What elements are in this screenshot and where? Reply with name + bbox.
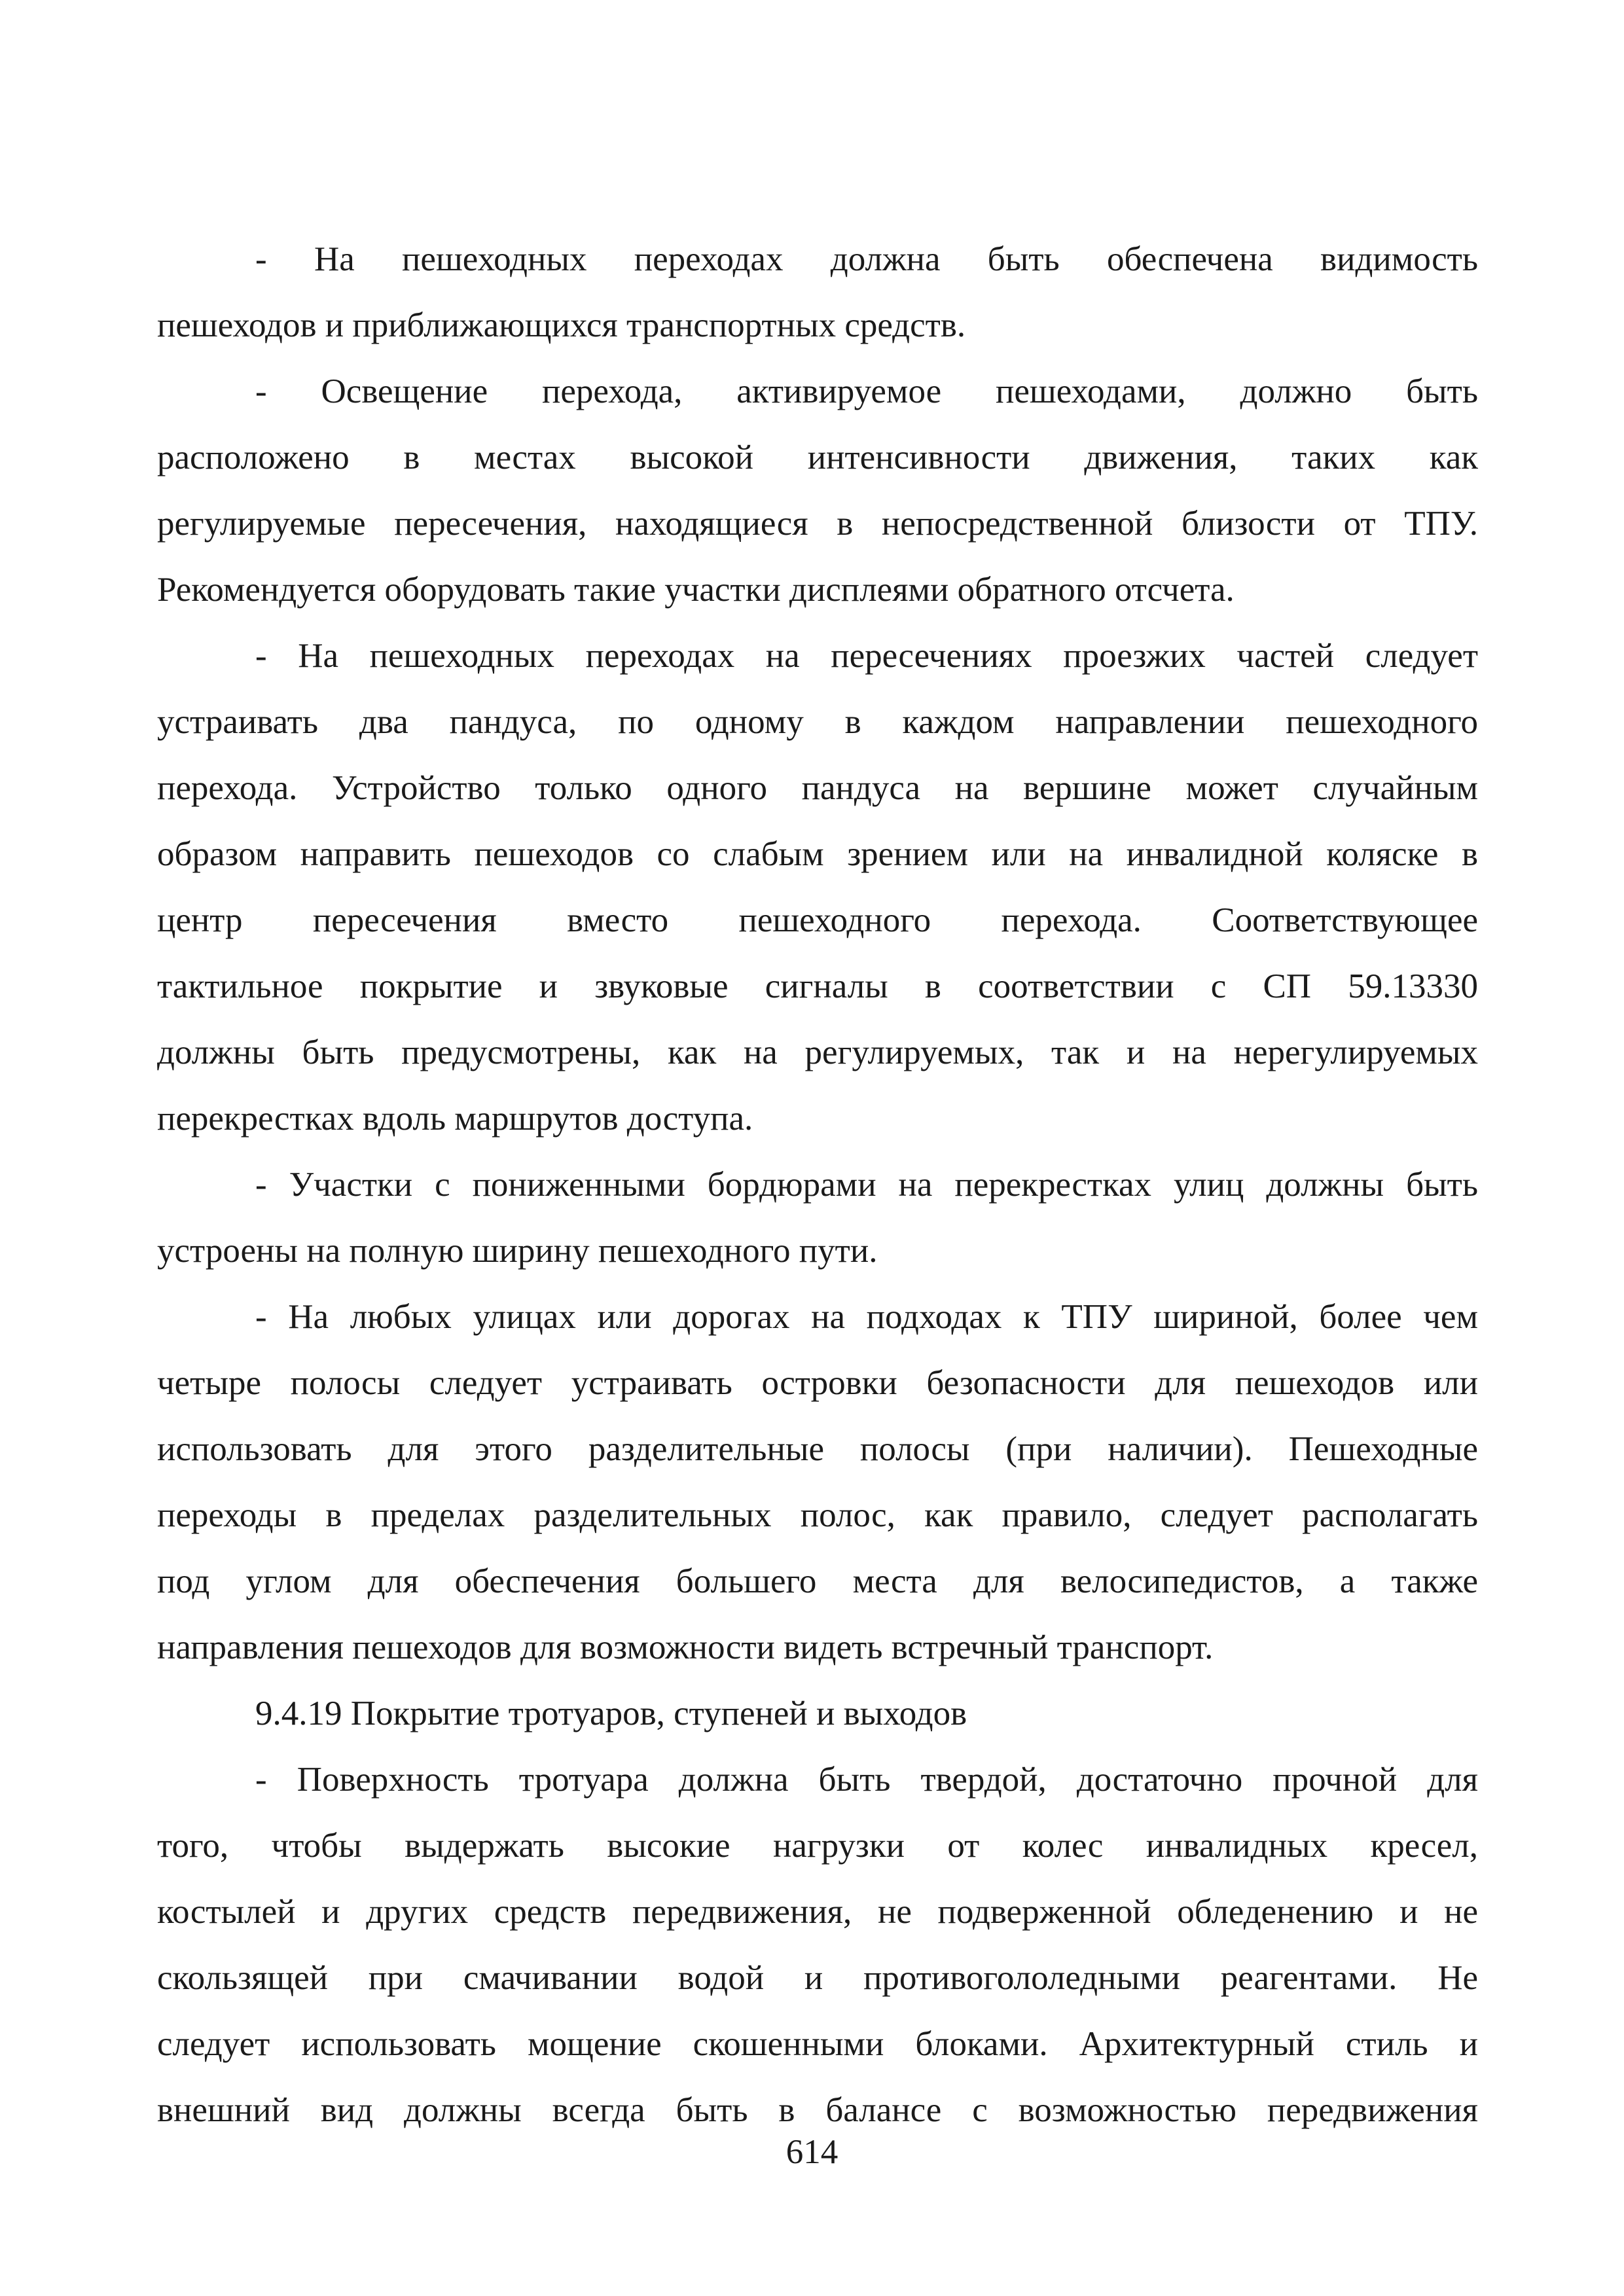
text-line: использовать для этого разделительные полосы (при наличии). Пешеходные — [157, 1430, 1478, 1468]
text-line: переходы в пределах разделительных полос, как правило, следует располагать — [157, 1496, 1478, 1534]
text-line: направления пешеходов для возможности видеть встречный транспорт. — [157, 1628, 1214, 1666]
text-line: - На пешеходных переходах на пересечениях проезжих частей следует — [255, 637, 1478, 675]
text-line: тактильное покрытие и звуковые сигналы в соответствии с СП 59.13330 — [157, 967, 1478, 1005]
body-text — [157, 226, 1478, 2144]
text-line: расположено в местах высокой интенсивности движения, таких как — [157, 439, 1478, 476]
page-number: 614 — [785, 2133, 839, 2171]
text-line: следует использовать мощение скошенными блоками. Архитектурный стиль и — [157, 2025, 1478, 2063]
text-line: устраивать два пандуса, по одному в каждом направлении пешеходного — [157, 703, 1478, 741]
text-line: 9.4.19 Покрытие тротуаров, ступеней и выходов — [255, 1695, 967, 1732]
text-line: пешеходов и приближающихся транспортных средств. — [157, 306, 966, 344]
text-line: под углом для обеспечения большего места для велосипедистов, а также — [157, 1562, 1478, 1600]
text-line: перехода. Устройство только одного пандуса на вершине может случайным — [157, 769, 1478, 807]
text-line: скользящей при смачивании водой и противогололедными реагентами. Не — [157, 1959, 1478, 1997]
text-line: - Участки с пониженными бордюрами на перекрестках улиц должны быть — [255, 1166, 1478, 1204]
text-line: костылей и других средств передвижения, не подверженной обледенению и не — [157, 1893, 1478, 1931]
text-line: - Освещение перехода, активируемое пешеходами, должно быть — [255, 372, 1478, 410]
text-line: - На любых улицах или дорогах на подходах к ТПУ шириной, более чем — [255, 1298, 1478, 1336]
text-line: перекрестках вдоль маршрутов доступа. — [157, 1100, 753, 1138]
text-line: четыре полосы следует устраивать островки безопасности для пешеходов или — [157, 1364, 1478, 1402]
text-line: образом направить пешеходов со слабым зрением или на инвалидной коляске в — [157, 835, 1478, 873]
text-line: внешний вид должны всегда быть в балансе с возможностью передвижения — [157, 2091, 1478, 2129]
text-line: - На пешеходных переходах должна быть обеспечена видимость — [255, 240, 1478, 278]
text-line: Рекомендуется оборудовать такие участки дисплеями обратного отсчета. — [157, 571, 1235, 609]
text-line: должны быть предусмотрены, как на регулируемых, так и на нерегулируемых — [157, 1033, 1478, 1071]
text-line: устроены на полную ширину пешеходного пути. — [157, 1232, 878, 1270]
text-line: регулируемые пересечения, находящиеся в непосредственной близости от ТПУ. — [157, 505, 1478, 543]
text-line: того, чтобы выдержать высокие нагрузки от колес инвалидных кресел, — [157, 1827, 1478, 1865]
text-line: центр пересечения вместо пешеходного перехода. Соответствующее — [157, 901, 1478, 939]
text-line: - Поверхность тротуара должна быть твердой, достаточно прочной для — [255, 1761, 1478, 1799]
